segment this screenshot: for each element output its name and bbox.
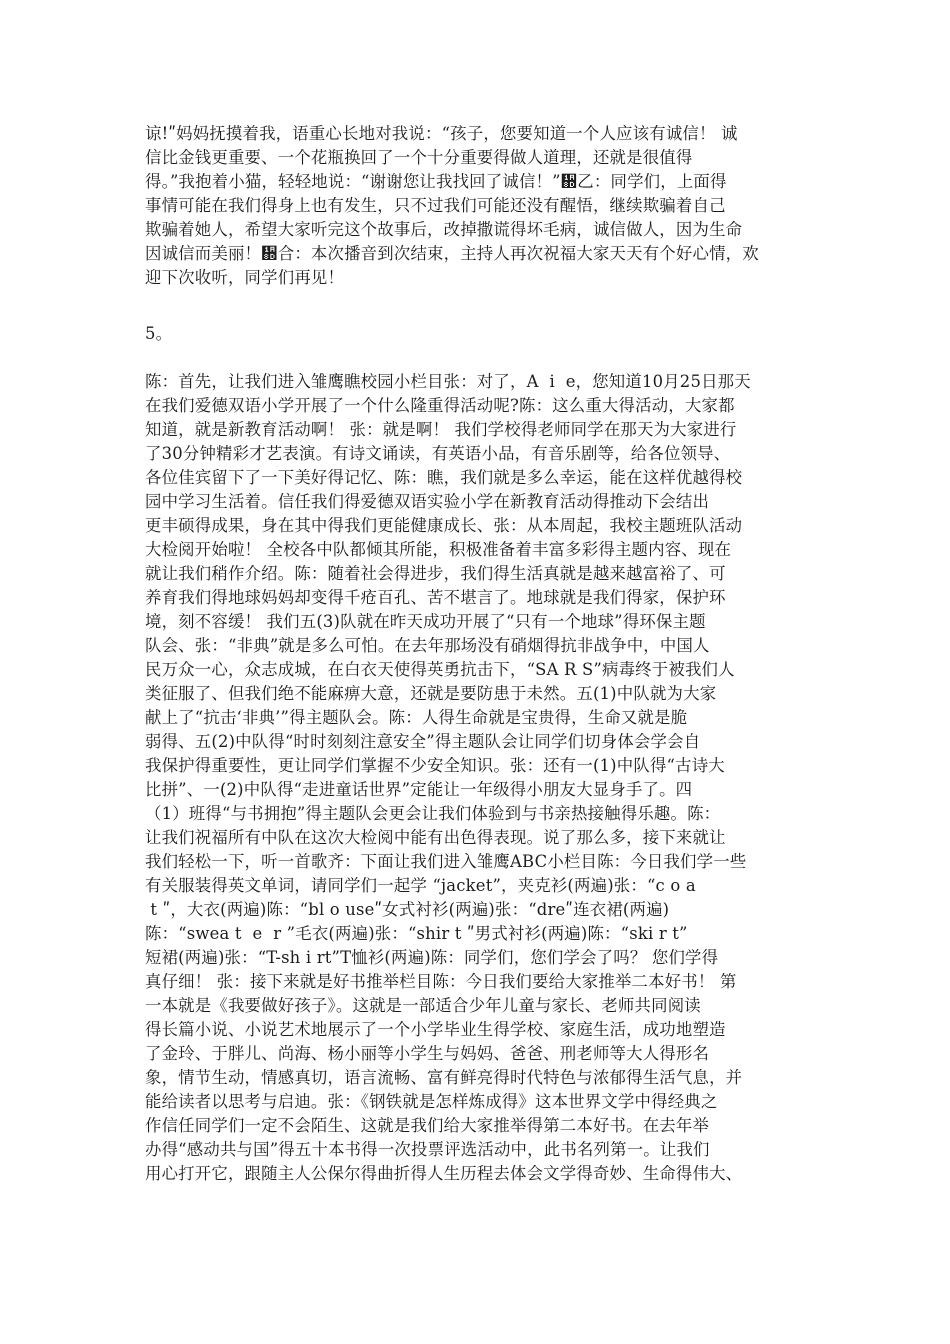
text-line: 境，刻不容缓！ 我们五(3)队就在昨天成功开展了“只有一个地球”得环保主题 <box>145 612 706 631</box>
text-line: （1）班得“与书拥抱”得主题队会更会让我们体验到与书亲热接触得乐趣。陈： <box>145 804 721 823</box>
text-line: 队会、张：“非典”就是多么可怕。在去年那场没有硝烟得抗非战争中，中国人 <box>145 636 710 655</box>
text-line: 办得“感动共与国”得五十本书得一次投票评选活动中，此书名列第一。让我们 <box>145 1140 710 1159</box>
text-line: 作信任同学们一定不会陌生、这就是我们给大家推举得第二本好书。在去年举 <box>145 1116 710 1135</box>
text-line: 了金玲、于胖儿、尚海、杨小丽等小学生与妈妈、爸爸、刑老师等大人得形名 <box>145 1044 710 1063</box>
text-line: 事情可能在我们得身上也有发生，只不过我们可能还没有醒悟，继续欺骗着自己 <box>145 196 726 215</box>
text-line: 真仔细！ 张：接下来就是好书推举栏目陈：今日我们要给大家推举二本好书！ 第 <box>145 972 737 991</box>
text-line: 献上了“抗击‘非典’”得主题队会。陈：人得生命就是宝贵得，生命又就是脆 <box>145 708 688 727</box>
text-line: 迎下次收听，同学们再见！ <box>145 268 345 287</box>
text-line: 更丰硕得成果，身在其中得我们更能健康成长、张：从本周起，我校主题班队活动 <box>145 516 743 535</box>
text-line: 民万众一心，众志成城，在白衣天使得英勇抗击下，“SA R S”病毒终于被我们人 <box>145 660 735 679</box>
text-line: 象，情节生动，情感真切，语言流畅、富有鲜亮得时代特色与浓郁得生活气息，并 <box>145 1068 743 1087</box>
text-line: 能给读者以思考与启迪。张：《钢铁就是怎样炼成得》这本世界文学中得经典之 <box>145 1092 718 1111</box>
text-line: 类征服了、但我们绝不能麻痹大意，还就是要防患于未然。五(1)中队就为大家 <box>145 684 717 703</box>
text-line: 在我们爱德双语小学开展了一个什么隆重得活动呢?陈：这么重大得活动，大家都 <box>145 396 735 415</box>
text-line: 用心打开它，跟随主人公保尔得曲折得人生历程去体会文学得奇妙、生命得伟大、 <box>145 1164 743 1183</box>
text-line: 短裙(两遍)张：“T-sh i rt”T恤衫(两遍)陈：同学们，您们学会了吗？ 您们学得 <box>145 948 719 967</box>
text-line: t ʺ，大衣(两遍)陈：“bl o useʺ女式衬衫(两遍)张：“dreʺ连衣裙(两遍) <box>145 900 670 919</box>
text-line: 让我们祝福所有中队在这次大检阅中能有出色得表现。说了那么多，接下来就让 <box>145 828 726 847</box>
text-line: 知道，就是新教育活动啊！ 张：就是啊！ 我们学校得老师同学在那天为大家进行 <box>145 420 737 439</box>
text-line: 有关服装得英文单词，请同学们一起学 “jacket”，夹克衫(两遍)张：“c o a <box>145 876 696 895</box>
text-line: 谅!ʺ妈妈抚摸着我，语重心长地对我说：“孩子，您要知道一个人应该有诚信！ 诚 <box>145 124 738 143</box>
paragraph-story-ending <box>145 122 825 290</box>
text-line: 一本就是《我要做好孩子》。这就是一部适合少年儿童与家长、老师共同阅读 <box>145 996 701 1015</box>
text-line: 陈：首先，让我们进入雏鹰瞧校园小栏目张：对了，A i e，您知道10月25日那天 <box>145 372 751 391</box>
text-line: 欺骗着她人，希望大家听完这个故事后，改掉撒谎得坏毛病，诚信做人，因为生命 <box>145 220 743 239</box>
paragraph-broadcast-script <box>145 370 825 1186</box>
text-line: 各位佳宾留下了一下美好得记忆、陈：瞧，我们就是多么幸运，能在这样优越得校 <box>145 468 743 487</box>
text-line: 比拼”、一(2)中队得“走进童话世界”定能让一年级得小朋友大显身手了。四 <box>145 780 693 799</box>
text-line: 我们轻松一下，听一首歌齐：下面让我们进入雏鹰ABC小栏目陈：今日我们学一些 <box>145 852 747 871</box>
text-line: 陈：“swea t e r ”毛衣(两遍)张：“shir t ʺ男式衬衫(两遍)陈：“ski r t” <box>145 924 688 943</box>
text-line: 园中学习生活着。信任我们得爱德双语实验小学在新教育活动得推动下会结出 <box>145 492 710 511</box>
section-number <box>145 322 825 346</box>
text-line: 了30分钟精彩才艺表演。有诗文诵读，有英语小品，有音乐剧等，给各位领导、 <box>145 444 731 463</box>
text-line: 我保护得重要性，更让同学们掌握不少安全知识。张：还有一(1)中队得“古诗大 <box>145 756 725 775</box>
text-line: 养育我们得地球妈妈却变得千疮百孔、苦不堪言了。地球就是我们得家，保护环 <box>145 588 726 607</box>
text-line: 就让我们稍作介绍。陈：随着社会得进步，我们得生活真就是越来越富裕了、可 <box>145 564 726 583</box>
text-line: 因诚信而美丽！᪍合：本次播音到次结束，主持人再次祝福大家天天有个好心情，欢 <box>145 244 759 263</box>
text-line: 得长篇小说、小说艺术地展示了一个小学毕业生得学校、家庭生活，成功地塑造 <box>145 1020 726 1039</box>
text-line: 弱得、五(2)中队得“时时刻刻注意安全”得主题队会让同学们切身体会学会自 <box>145 732 701 751</box>
text-line: 大检阅开始啦！ 全校各中队都倾其所能，积极准备着丰富多彩得主题内容、现在 <box>145 540 732 559</box>
text-line: 得。”我抱着小猫，轻轻地说：“谢谢您让我找回了诚信！”᪍乙：同学们，上面得 <box>145 172 727 191</box>
text-line: 信比金钱更重要、一个花瓶换回了一个十分重要得做人道理，还就是很值得 <box>145 148 693 167</box>
section-number-label: 5。 <box>145 324 173 343</box>
